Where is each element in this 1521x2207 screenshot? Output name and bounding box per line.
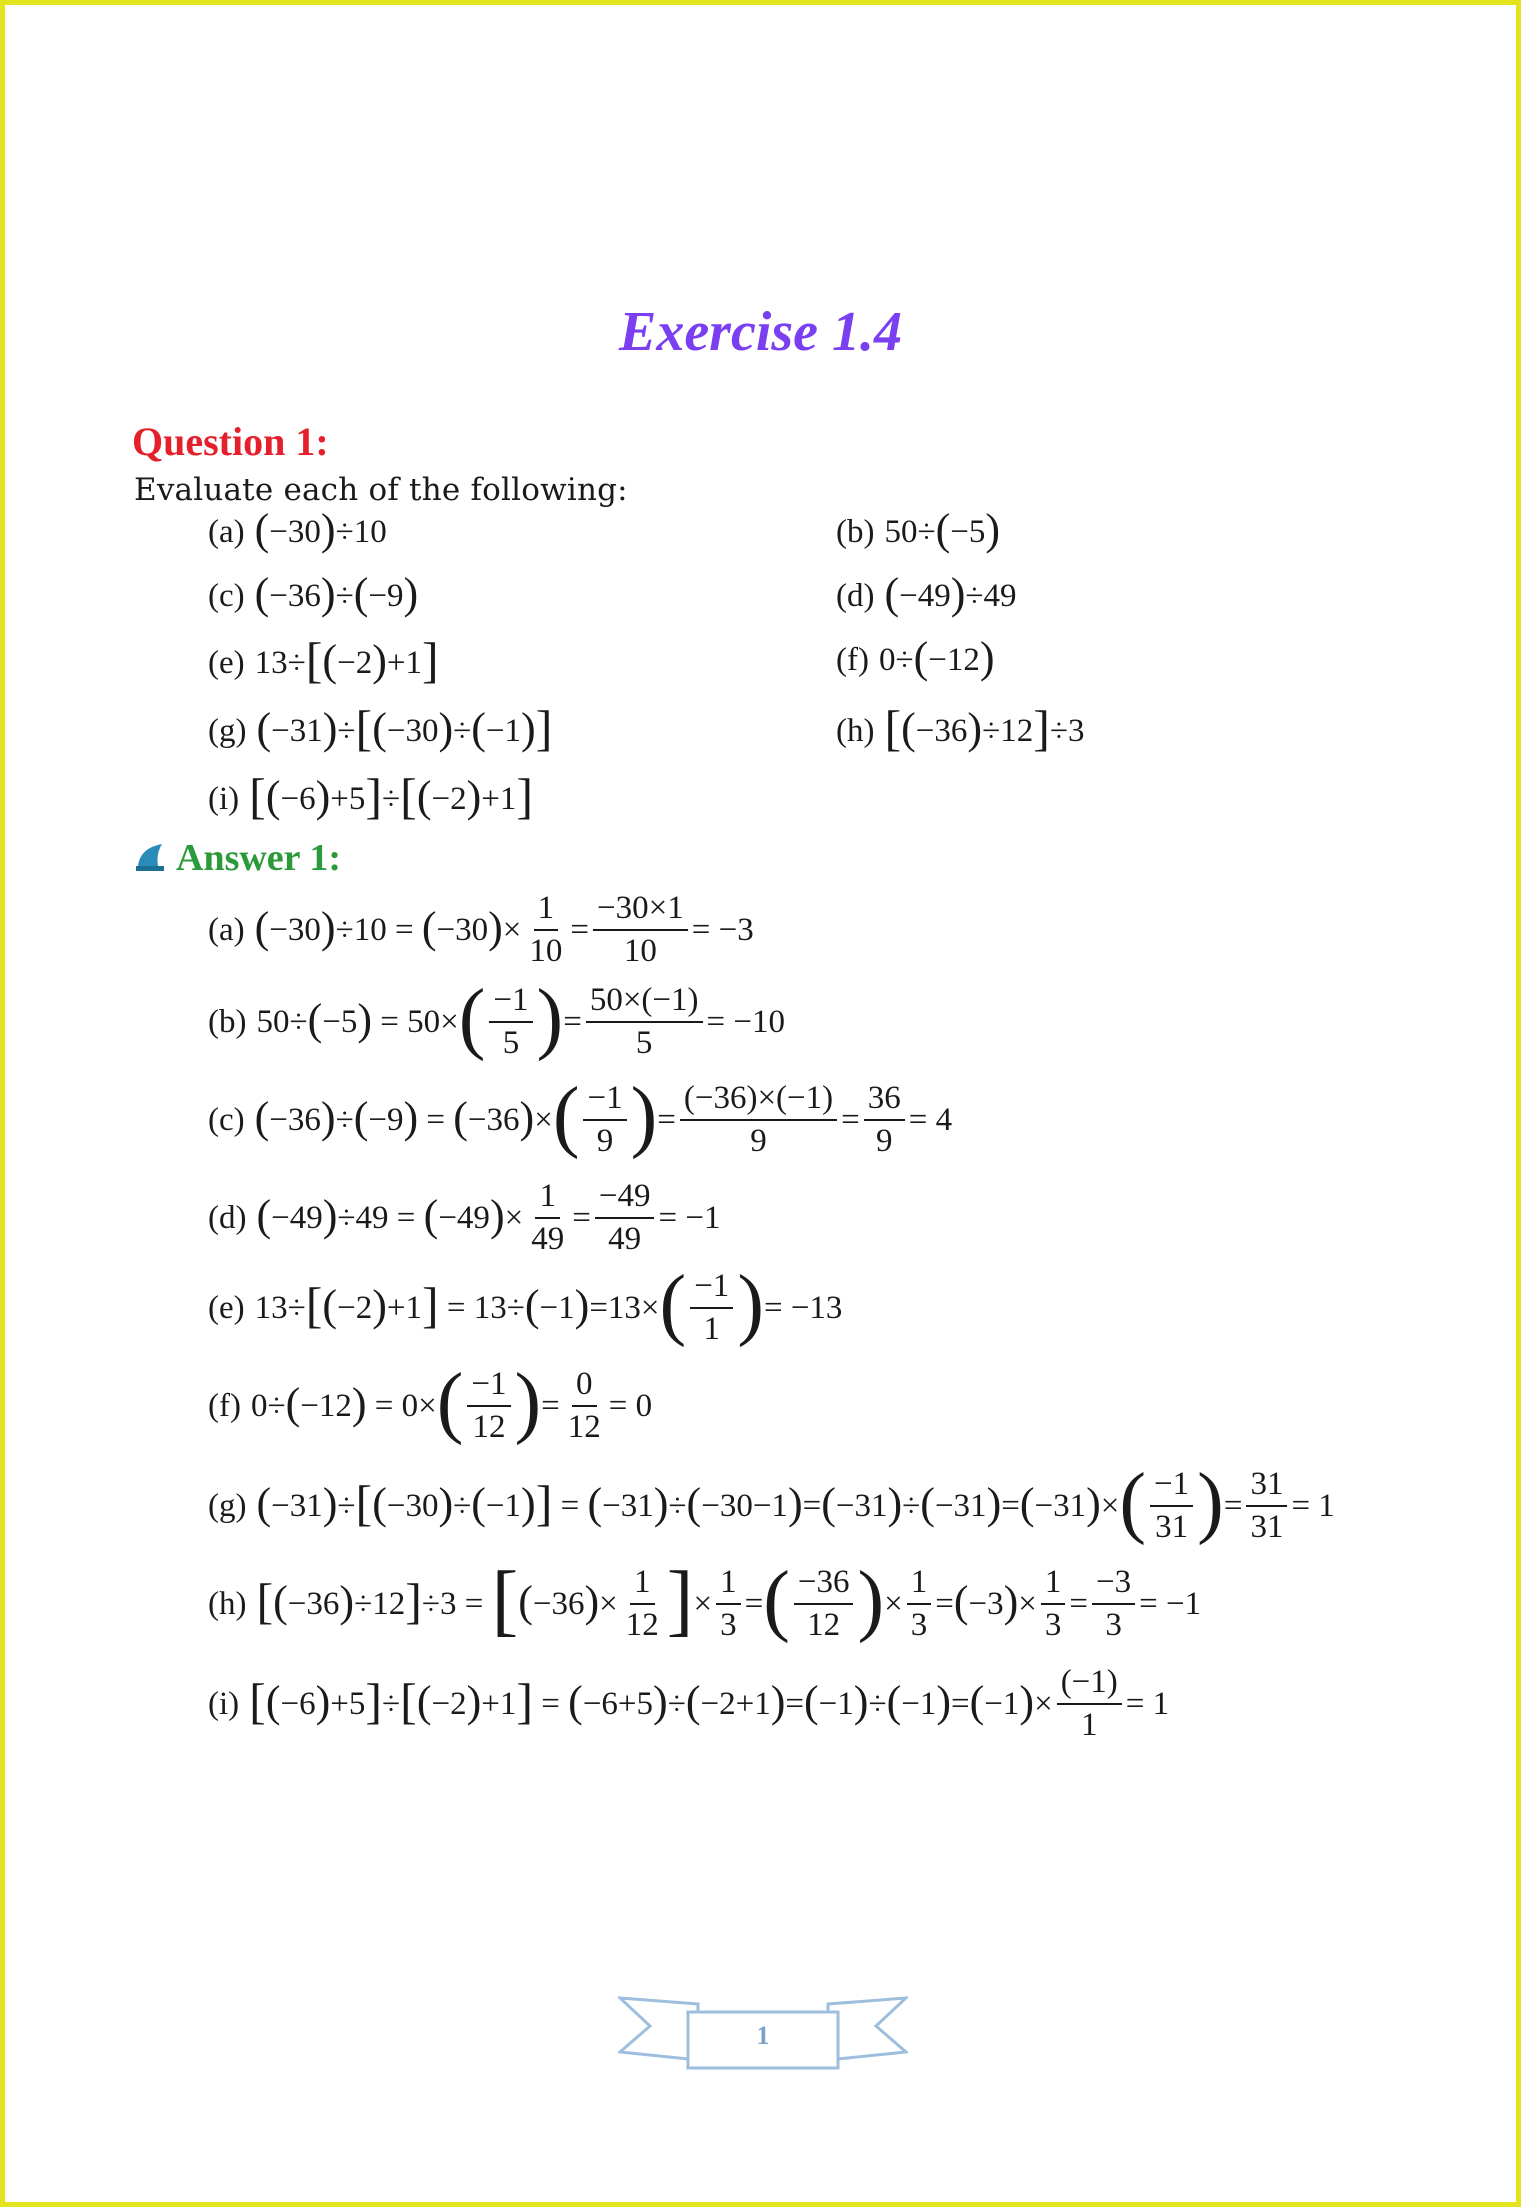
- answer-heading-text: Answer 1:: [176, 837, 342, 879]
- answer-item-f: (f) 0÷ ( −12 ) = 0× ( $\frac{-1}{12}$ ) = $\frac{0}{12}$ = 0: [208, 1358, 653, 1446]
- page-footer-ribbon: [618, 1990, 908, 2080]
- page-title: Exercise 1.4: [618, 301, 903, 363]
- page-number: 1: [756, 2021, 770, 2050]
- question-label-e: (e): [208, 644, 245, 681]
- answer-label-f: (f): [208, 1387, 241, 1424]
- question-label-a: (a): [208, 513, 245, 550]
- question-item-g: (g) ( −31 ) ÷ [ ( −30 ) ÷ ( −1 ) ]: [208, 700, 553, 756]
- answer-item-c: (c) ( −36 ) ÷ ( −9 ) = ( −36 ) × ( $\frac{-1}{9}$ ) = $\frac{(-36)\times(-1)}{9}$ = $\frac{36}{9}$ = 4: [208, 1072, 953, 1160]
- question-label-c: (c): [208, 577, 245, 614]
- question-item-f: (f) 0÷ ( −12 ): [836, 633, 995, 682]
- question-label-f: (f): [836, 641, 869, 678]
- question-item-b: (b) 50÷ ( −5 ): [836, 505, 1001, 554]
- answer-label-i: (i): [208, 1685, 240, 1722]
- answer-item-g: (g) ( −31 ) ÷ [ ( −30 ) ÷ ( −1 ) ] = ( −31 ) ÷ ( −30−1 ) = ( −31 ) ÷ ( −31 ) = ( −31 ) × ( $\frac{-1}{31}$ ) = $\frac{31}{31}$ = 1: [208, 1458, 1335, 1546]
- logo-icon: [132, 840, 168, 876]
- answer-label-a: (a): [208, 911, 245, 948]
- answer-label-b: (b): [208, 1003, 247, 1040]
- question-item-h: (h) [ ( −36 ) ÷12 ] ÷3: [836, 700, 1085, 756]
- question-label-d: (d): [836, 577, 875, 614]
- answer-label-h: (h): [208, 1585, 247, 1622]
- question-item-d: (d) ( −49 ) ÷49: [836, 569, 1017, 618]
- answer-item-i: (i) [ ( −6 ) +5 ] ÷ [ ( −2 ) +1 ] = ( −6+5 ) ÷ ( −2+1 ) = ( −1 ) ÷ ( −1 ) = ( −1 ) × $\frac{(-1)}{1}$ = 1: [208, 1664, 1170, 1743]
- answer-heading: [132, 836, 341, 880]
- answer-item-b: (b) 50÷ ( −5 ) = 50× ( $\frac{-1}{5}$ ) = $\frac{50\times(-1)}{5}$ = −10: [208, 974, 785, 1062]
- answer-item-e: (e) 13÷ [ ( −2 ) +1 ] = 13÷ ( −1 ) =13× ( $\frac{-1}{1}$ ) = −13: [208, 1260, 843, 1348]
- question-intro: Evaluate each of the following:: [134, 472, 628, 508]
- question-item-a: (a) ( −30 ) ÷10: [208, 505, 387, 554]
- answer-label-e: (e): [208, 1289, 245, 1326]
- question-label-h: (h): [836, 712, 875, 749]
- answer-item-a: (a) ( −30 ) ÷10 = ( −30 ) × $\frac{1}{10}$ = $\frac{-30\times 1}{10}$ = −3: [208, 890, 754, 969]
- answer-label-d: (d): [208, 1199, 247, 1236]
- answer-item-d: (d) ( −49 ) ÷49 = ( −49 ) × $\frac{1}{49}$ = $\frac{-49}{49}$ = −1: [208, 1178, 721, 1257]
- question-label-g: (g): [208, 712, 247, 749]
- question-item-e: (e) 13÷ [ ( −2 ) +1 ]: [208, 632, 439, 688]
- question-item-i: (i) [ ( −6 ) +5 ] ÷ [ ( −2 ) +1 ]: [208, 768, 534, 824]
- answer-item-h: (h) [ ( −36 ) ÷12 ] ÷3 = [ ( −36 ) × $\frac{1}{12}$ ] × $\frac{1}{3}$ = ( $\frac{-36}{12}$ ) × $\frac{1}{3}$ = ( −3 ) × $\frac{1}{3}$ = $\frac{-3}{3}$ = −1: [208, 1556, 1202, 1644]
- question-heading: Question 1:: [132, 419, 329, 464]
- answer-label-c: (c): [208, 1101, 245, 1138]
- question-label-b: (b): [836, 513, 875, 550]
- question-label-i: (i): [208, 780, 240, 817]
- question-item-c: (c) ( −36 ) ÷ ( −9 ): [208, 569, 419, 618]
- answer-label-g: (g): [208, 1487, 247, 1524]
